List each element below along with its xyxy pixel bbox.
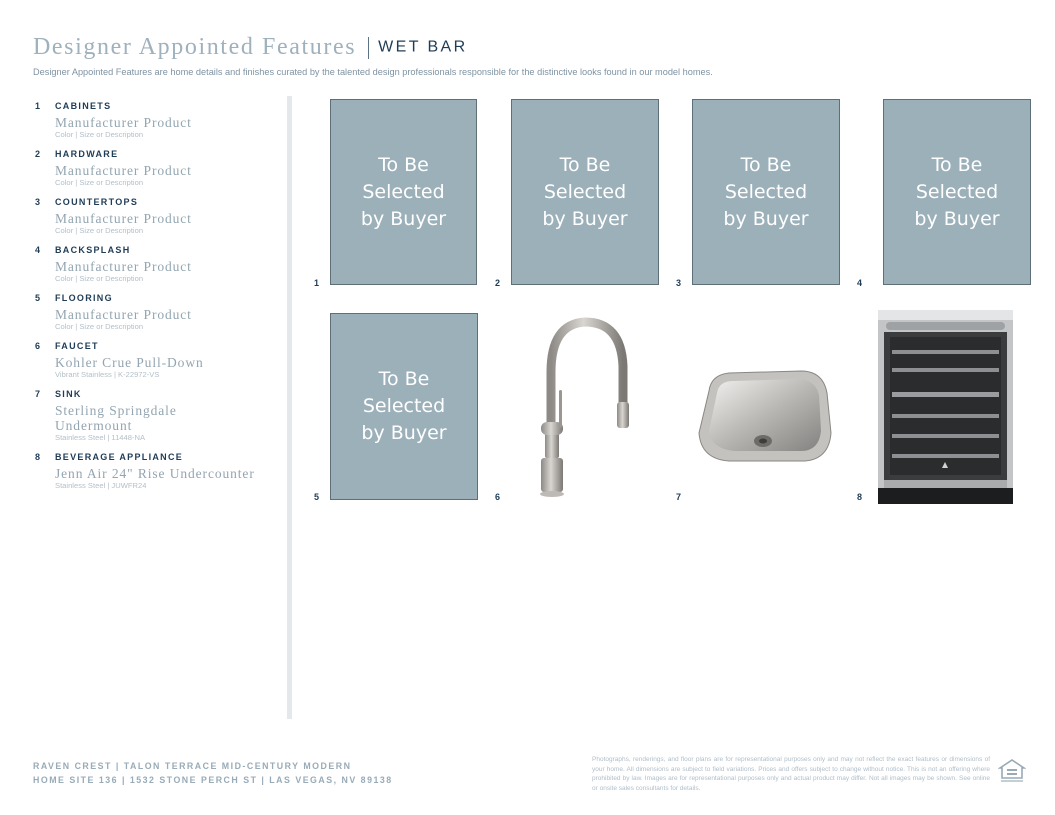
feature-item <box>35 388 280 443</box>
feature-number: 4 <box>35 245 42 255</box>
tile-number: 4 <box>857 278 863 288</box>
to-be-selected-placeholder <box>330 313 478 500</box>
feature-category: FAUCET <box>55 341 99 351</box>
placeholder-text: by Buyer <box>723 207 809 230</box>
feature-category: CABINETS <box>55 101 112 111</box>
feature-description: Color | Size or Description <box>55 322 144 331</box>
feature-item <box>35 244 280 284</box>
feature-description: Stainless Steel | 11448-NA <box>55 433 146 442</box>
placeholder-text: Selected <box>724 180 808 203</box>
feature-product: Jenn Air 24" Rise Undercounter <box>55 466 255 481</box>
footer-community-line: RAVEN CREST | TALON TERRACE MID-CENTURY MODERN <box>33 761 352 771</box>
placeholder-text: by Buyer <box>914 207 1000 230</box>
placeholder-text: by Buyer <box>360 207 447 230</box>
feature-number: 6 <box>35 341 42 351</box>
feature-number: 7 <box>35 389 42 399</box>
column-divider <box>287 96 292 719</box>
feature-number: 8 <box>35 452 42 462</box>
placeholder-text: To Be <box>931 153 983 176</box>
to-be-selected-placeholder <box>883 99 1031 285</box>
section-title: WET BAR <box>378 38 468 56</box>
page-title: Designer Appointed Features <box>33 34 357 60</box>
placeholder-text: To Be <box>740 153 792 176</box>
feature-category: FLOORING <box>55 293 113 303</box>
tile-number: 8 <box>857 492 863 502</box>
beverage-center-image <box>878 310 1013 504</box>
feature-description: Color | Size or Description <box>55 178 144 187</box>
page-header <box>33 34 468 61</box>
feature-description: Vibrant Stainless | K-22972-VS <box>55 370 160 379</box>
footer-disclaimer: Photographs, renderings, and floor plans are for representational purposes only and may not reflect the exact features or dimensions of your home. All dimensions are subject to field variations. Prices and offers subject to change without notice. This is not an offering where prohibited by law. Images are for representational purposes only and actual product may differ. Not all images may be shown. See online or onsite sales consultants for details. <box>592 756 990 792</box>
sink-image <box>695 363 835 468</box>
title-divider <box>368 37 369 59</box>
footer-address-line: HOME SITE 136 | 1532 STONE PERCH ST | LAS VEGAS, NV 89138 <box>33 775 393 785</box>
feature-product: Manufacturer Product <box>55 307 192 322</box>
feature-number: 5 <box>35 293 42 303</box>
feature-description: Color | Size or Description <box>55 130 144 139</box>
feature-category: BACKSPLASH <box>55 245 131 255</box>
feature-description: Color | Size or Description <box>55 226 144 235</box>
feature-description: Stainless Steel | JUWFR24 <box>55 481 147 490</box>
feature-category: SINK <box>55 389 82 399</box>
equal-housing-icon <box>998 758 1026 784</box>
feature-product: Kohler Crue Pull-Down <box>55 355 204 370</box>
feature-item <box>35 292 280 332</box>
feature-number: 1 <box>35 101 42 111</box>
page-subtitle: Designer Appointed Features are home details and finishes curated by the talented design professionals responsible for the distinctive looks found in our model homes. <box>33 67 713 77</box>
feature-category: HARDWARE <box>55 149 119 159</box>
tile-number: 1 <box>314 278 320 288</box>
to-be-selected-placeholder <box>330 99 477 285</box>
placeholder-text: Selected <box>543 180 627 203</box>
feature-item <box>35 340 280 380</box>
feature-product: Manufacturer Product <box>55 211 192 226</box>
equal-housing-logo <box>998 758 1026 784</box>
feature-product: Manufacturer Product <box>55 163 192 178</box>
to-be-selected-placeholder <box>511 99 659 285</box>
feature-item <box>35 451 280 491</box>
faucet-icon <box>529 310 639 503</box>
placeholder-text: To Be <box>378 368 430 390</box>
feature-category: BEVERAGE APPLIANCE <box>55 452 184 462</box>
footer-community <box>33 759 393 787</box>
feature-product: Manufacturer Product <box>55 259 192 274</box>
placeholder-text: Selected <box>915 180 999 203</box>
tile-number: 5 <box>314 492 320 502</box>
to-be-selected-placeholder <box>692 99 840 285</box>
tile-number: 2 <box>495 278 501 288</box>
placeholder-text: by Buyer <box>542 207 628 230</box>
feature-product: Manufacturer Product <box>55 115 192 130</box>
feature-number: 2 <box>35 149 42 159</box>
tile-number: 3 <box>676 278 682 288</box>
placeholder-text: by Buyer <box>361 422 447 444</box>
placeholder-text: Selected <box>362 180 445 203</box>
feature-list <box>35 100 280 499</box>
feature-description: Color | Size or Description <box>55 274 144 283</box>
feature-number: 3 <box>35 197 42 207</box>
feature-item <box>35 196 280 236</box>
wine-cooler-icon <box>878 310 1013 504</box>
feature-category: COUNTERTOPS <box>55 197 139 207</box>
feature-item <box>35 148 280 188</box>
placeholder-text: To Be <box>378 153 429 176</box>
faucet-image <box>529 310 639 503</box>
placeholder-text: To Be <box>559 153 611 176</box>
feature-product: Sterling Springdale Undermount <box>55 403 177 433</box>
placeholder-text: Selected <box>362 395 446 417</box>
tile-number: 7 <box>676 492 682 502</box>
sink-icon <box>695 363 835 468</box>
feature-item <box>35 100 280 140</box>
tile-number: 6 <box>495 492 501 502</box>
